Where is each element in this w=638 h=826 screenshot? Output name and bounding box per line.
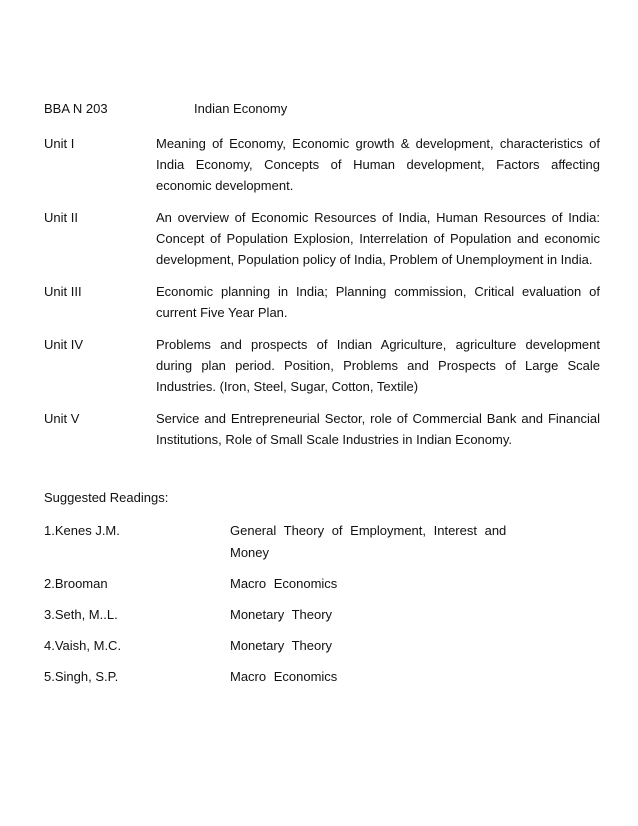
reading-author: 5.Singh, S.P. [44,669,119,684]
reading-row [44,520,604,564]
reading-title: Macro Economics [230,576,338,591]
unit-label: Unit II [44,210,78,225]
readings-heading: Suggested Readings: [44,490,169,505]
reading-author: 1.Kenes J.M. [44,523,120,538]
reading-author: 3.Seth, M..L. [44,607,118,622]
unit-row [44,408,600,450]
reading-author: 4.Vaish, M.C. [44,638,122,653]
readings-list [44,520,604,697]
unit-description: Meaning of Economy, Economic growth & development, characteristics of India Economy, Concepts of Human development, Factors affecting economic development. [156,136,600,193]
reading-row [44,635,604,657]
reading-row [44,604,604,626]
unit-description: Problems and prospects of Indian Agriculture, agriculture development during plan period. Position, Problems and Prospects of Large Scale Industries. (Iron, Steel, Sugar, Cotton, Textile) [156,337,600,394]
reading-row [44,573,604,595]
unit-label: Unit I [44,136,75,151]
reading-title: General Theory of Employment, Interest and Money [230,523,507,560]
reading-title: Monetary Theory [230,607,333,622]
unit-description: An overview of Economic Resources of India, Human Resources of India: Concept of Population Explosion, Interrelation of Population and economic development, Population policy of India, Problem of Unemployment in India. [156,210,600,267]
unit-list [44,133,600,461]
unit-description: Service and Entrepreneurial Sector, role of Commercial Bank and Financial Institutions, Role of Small Scale Industries in Indian Economy. [156,411,600,447]
reading-row [44,666,604,688]
reading-title: Macro Economics [230,669,338,684]
course-header [44,100,604,118]
unit-label: Unit V [44,411,80,426]
unit-row [44,281,600,323]
course-title: Indian Economy [194,101,288,116]
reading-author: 2.Brooman [44,576,108,591]
unit-row [44,334,600,397]
unit-row [44,133,600,196]
unit-row [44,207,600,270]
unit-description: Economic planning in India; Planning commission, Critical evaluation of current Five Year Plan. [156,284,600,320]
unit-label: Unit IV [44,337,84,352]
unit-label: Unit III [44,284,82,299]
reading-title: Monetary Theory [230,638,333,653]
course-code: BBA N 203 [44,101,108,116]
